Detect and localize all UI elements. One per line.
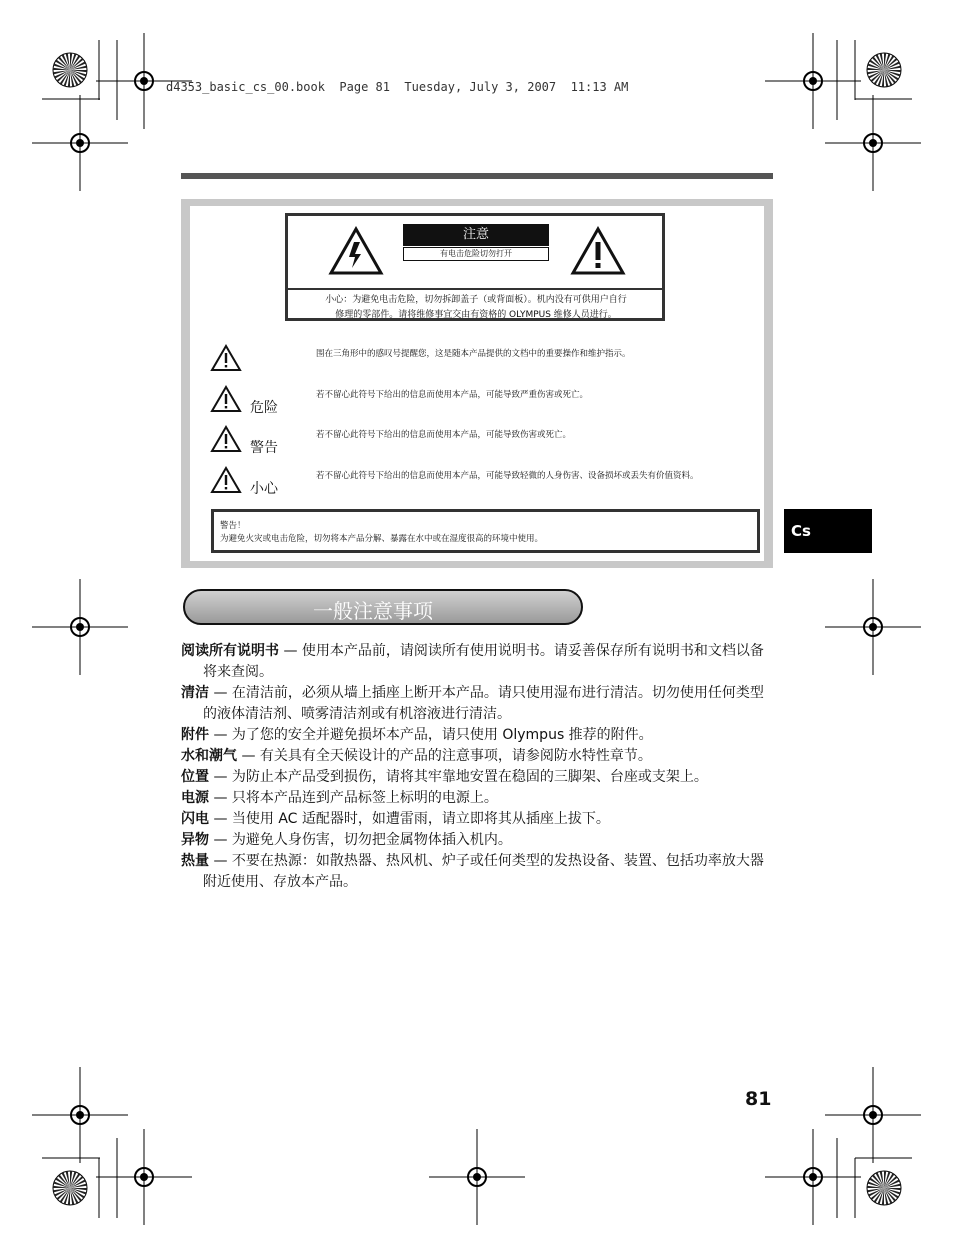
item-text: — 当使用 AC 适配器时，如遭雷雨，请立即将其从插座上拔下。 — [209, 811, 610, 827]
registration-mark-icon — [825, 1067, 921, 1163]
print-header: d4353_basic_cs_00.book Page 81 Tuesday, July 3, 2007 11:13 AM — [166, 80, 629, 94]
list-item — [181, 746, 776, 767]
page-number: 81 — [745, 1088, 772, 1110]
bottom-warning-heading: 警告！ — [220, 521, 246, 531]
registration-mark-icon — [32, 579, 128, 675]
registration-mark-icon — [825, 579, 921, 675]
precautions-list — [181, 641, 776, 893]
starburst-target-icon — [867, 53, 901, 87]
symbol-row — [210, 344, 750, 380]
item-text: — 有关具有全天候设计的产品的注意事项，请参阅防水特性章节。 — [237, 748, 652, 764]
item-text: — 只将本产品连到产品标签上标明的电源上。 — [209, 790, 498, 806]
list-item — [181, 641, 776, 683]
item-text: — 在清洁前，必须从墙上插座上断开本产品。请只使用湿布进行清洁。切勿使用任何类型的液体清洁剂、喷雾清洁剂或有机溶液进行清洁。 — [203, 685, 764, 722]
caution-sublabel: 有电击危险切勿打开 — [403, 247, 549, 261]
bottom-warning-box — [211, 509, 760, 553]
symbol-row — [210, 425, 750, 461]
list-item — [181, 830, 776, 851]
item-term: 热量 — [181, 853, 209, 869]
language-tab: Cs — [784, 509, 872, 553]
registration-mark-icon — [429, 1129, 525, 1225]
item-text: — 为避免人身伤害，切勿把金属物体插入机内。 — [209, 832, 512, 848]
item-text: — 使用本产品前，请阅读所有使用说明书。请妥善保存所有说明书和文档以备将来查阅。 — [203, 643, 764, 680]
item-term: 异物 — [181, 832, 209, 848]
symbol-word: 警告 — [250, 440, 278, 456]
list-item — [181, 851, 776, 893]
registration-mark-icon — [765, 1129, 861, 1225]
symbol-word: 小心 — [250, 481, 278, 497]
warning-triangle-icon — [210, 466, 242, 494]
item-term: 清洁 — [181, 685, 209, 701]
item-term: 闪电 — [181, 811, 209, 827]
caution-text: 小心：为避免电击危险，切勿拆卸盖子（或背面板）。机内没有可供用户自行 修理的零部件。请将维修事宜交由有资格的 OLYMPUS 维修人员进行。 — [325, 295, 627, 320]
warning-triangle-icon — [210, 425, 242, 453]
item-term: 附件 — [181, 727, 209, 743]
warning-triangle-icon — [210, 344, 242, 372]
item-term: 电源 — [181, 790, 209, 806]
symbol-description: 若不留心此符号下给出的信息而使用本产品，可能导致轻微的人身伤害、设备损坏或丢失有价值资料。 — [316, 471, 699, 481]
warning-panel-inner — [190, 206, 764, 561]
registration-mark-icon — [32, 95, 128, 191]
list-item — [181, 809, 776, 830]
starburst-target-icon — [867, 1171, 901, 1205]
symbol-description: 若不留心此符号下给出的信息而使用本产品，可能导致伤害或死亡。 — [316, 430, 572, 440]
item-text: — 不要在热源：如散热器、热风机、炉子或任何类型的发热设备、装置、包括功率放大器附近使用、存放本产品。 — [203, 853, 764, 890]
registration-mark-icon — [32, 1067, 128, 1163]
symbol-row — [210, 466, 750, 502]
item-term: 位置 — [181, 769, 209, 785]
caution-label: 注意 — [403, 224, 549, 246]
list-item — [181, 767, 776, 788]
list-item — [181, 788, 776, 809]
top-rule — [181, 173, 773, 179]
symbol-description: 若不留心此符号下给出的信息而使用本产品，可能导致严重伤害或死亡。 — [316, 390, 589, 400]
caution-box — [285, 213, 665, 321]
warning-panel — [181, 199, 773, 568]
section-title: 一般注意事项 — [313, 599, 433, 623]
item-text: — 为了您的安全并避免损坏本产品，请只使用 Olympus 推荐的附件。 — [209, 727, 653, 743]
bottom-warning-text: 为避免火灾或电击危险，切勿将本产品分解、暴露在水中或在湿度很高的环境中使用。 — [220, 534, 544, 544]
registration-mark-icon — [765, 33, 861, 129]
symbol-description: 围在三角形中的感叹号提醒您，这是随本产品提供的文档中的重要操作和维护指示。 — [316, 349, 631, 359]
registration-mark-icon — [825, 95, 921, 191]
registration-mark-icon — [96, 1129, 192, 1225]
list-item — [181, 683, 776, 725]
starburst-target-icon — [53, 53, 87, 87]
lightning-triangle-icon — [328, 226, 384, 276]
section-title-bar — [183, 589, 583, 625]
warning-triangle-icon — [210, 385, 242, 413]
item-term: 水和潮气 — [181, 748, 237, 764]
starburst-target-icon — [53, 1171, 87, 1205]
item-text: — 为防止本产品受到损伤，请将其牢靠地安置在稳固的三脚架、台座或支架上。 — [209, 769, 708, 785]
symbol-row — [210, 385, 750, 421]
exclamation-triangle-icon — [570, 226, 626, 276]
symbol-word: 危险 — [250, 400, 278, 416]
list-item — [181, 725, 776, 746]
item-term: 阅读所有说明书 — [181, 643, 279, 659]
